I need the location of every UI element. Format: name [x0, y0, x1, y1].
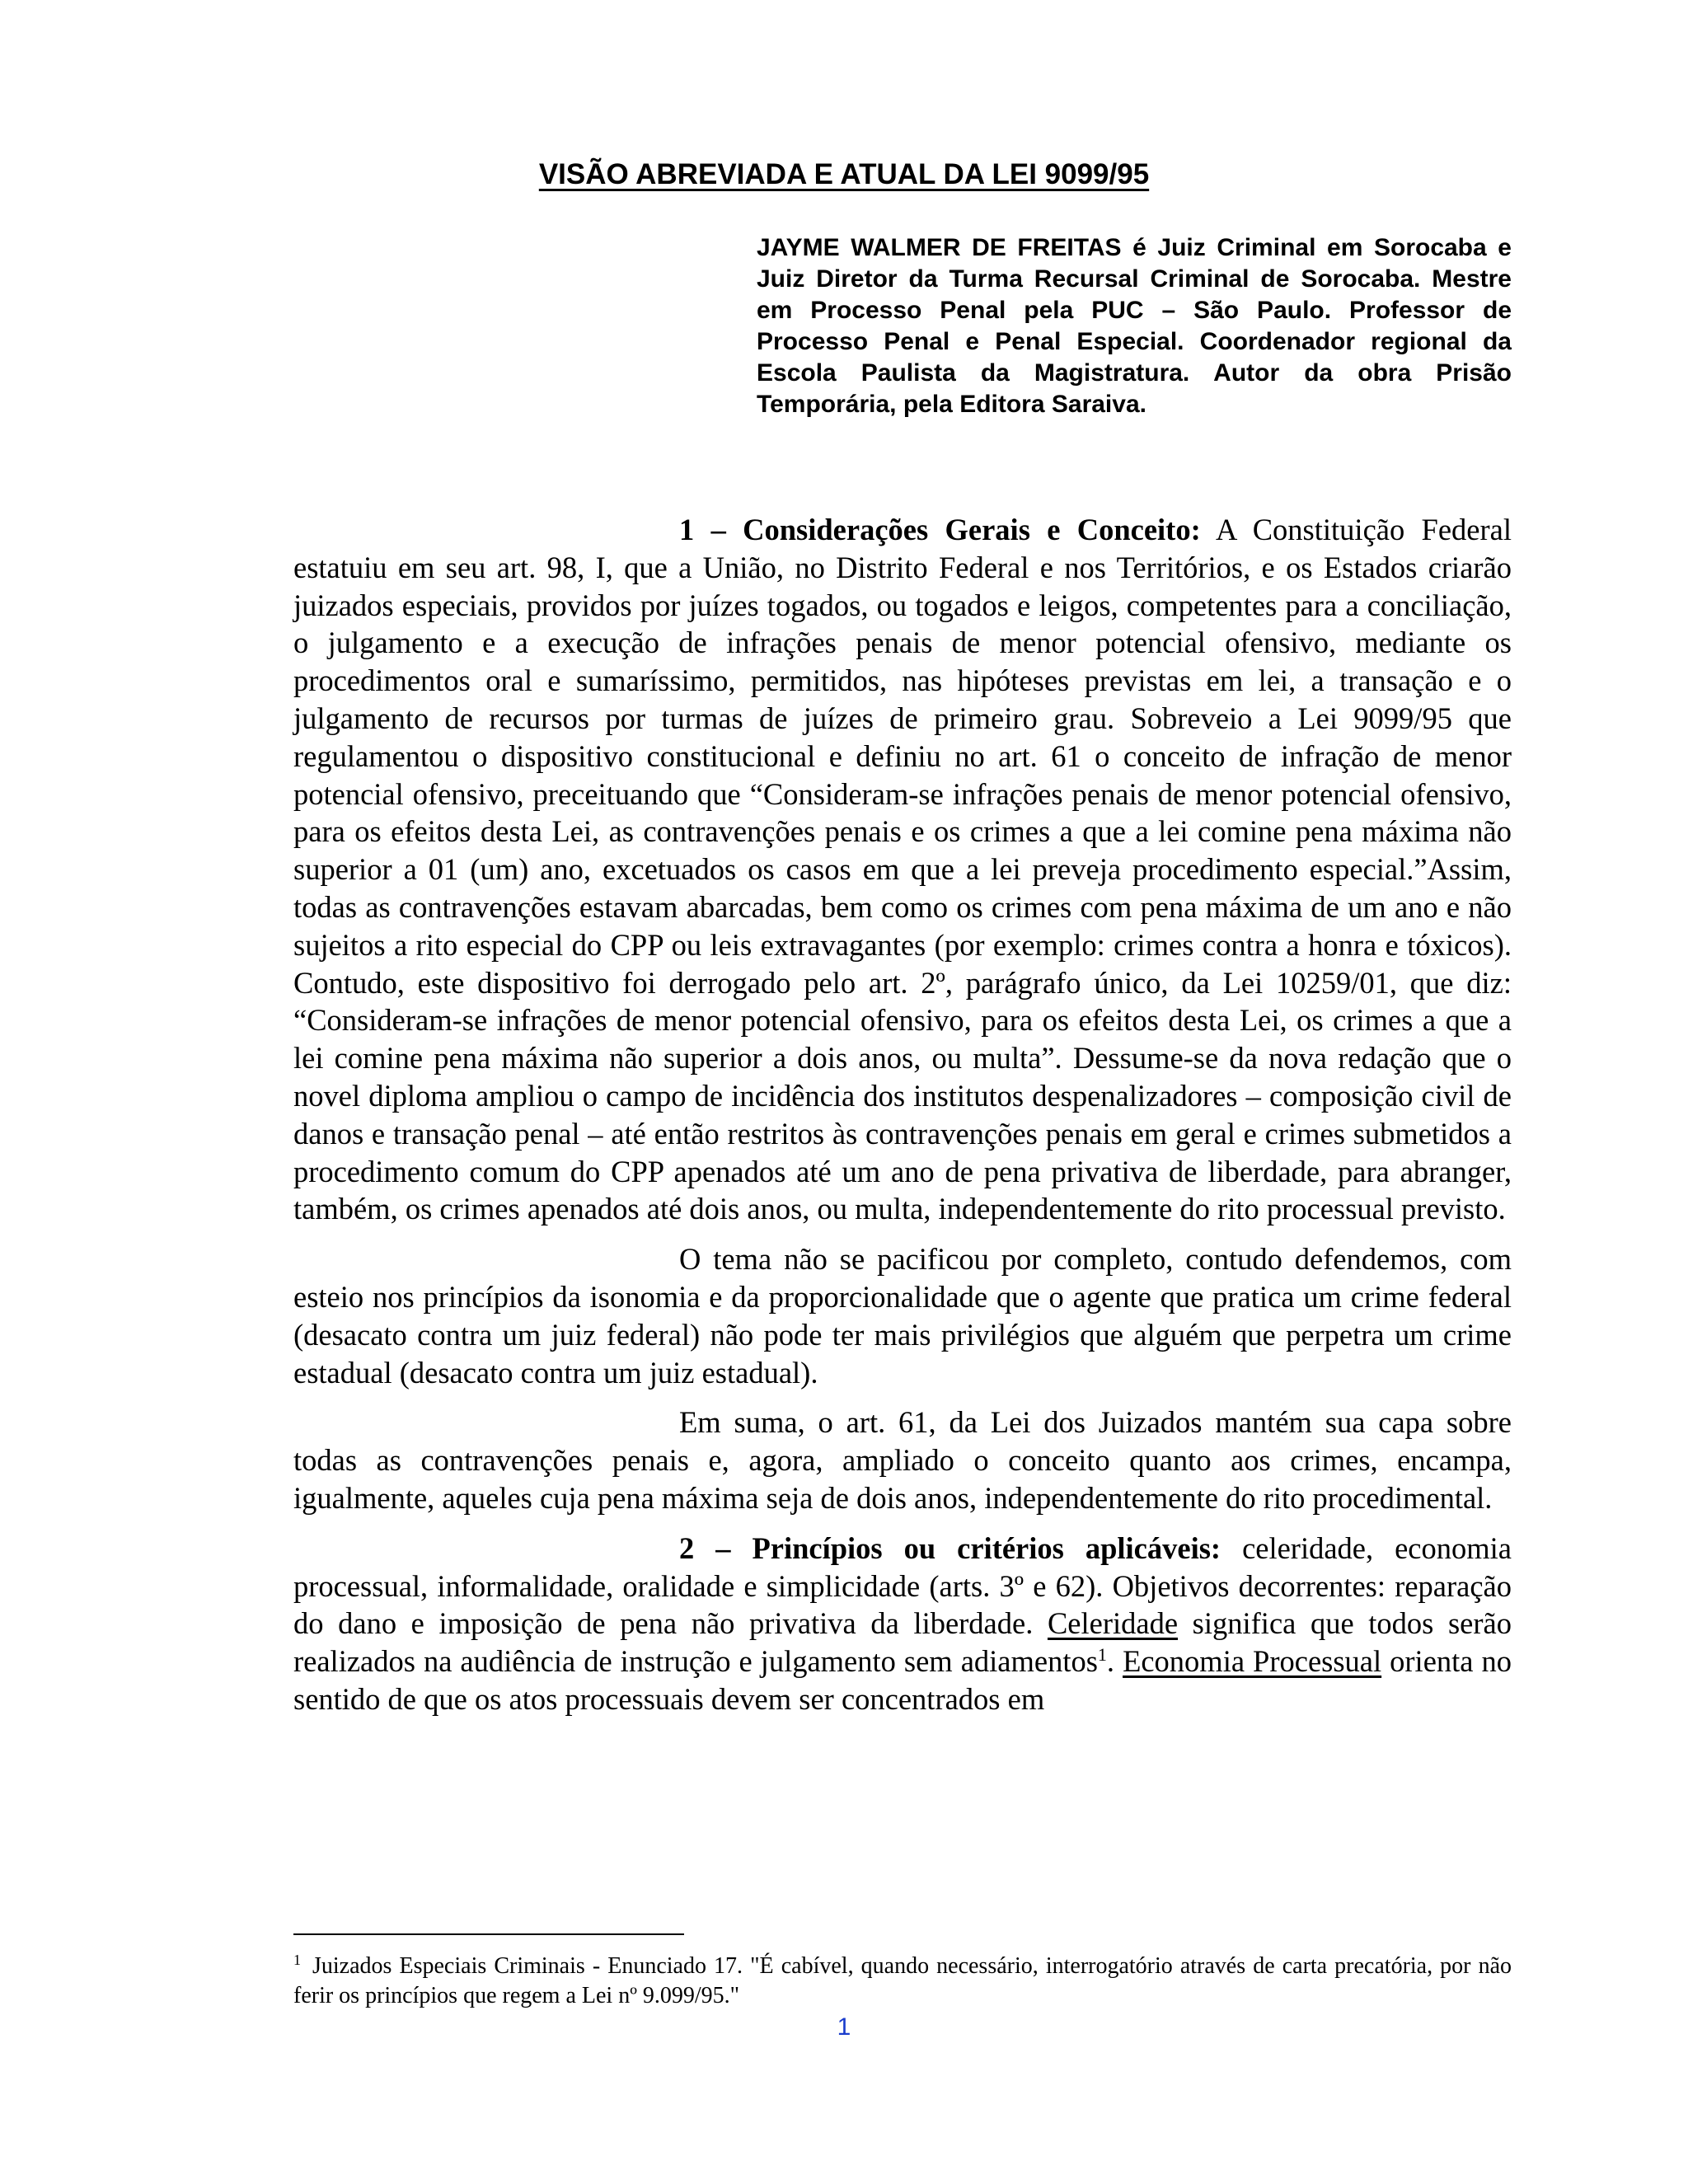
footnote	[293, 1952, 1512, 2011]
term-economia-processual: Economia Processual	[1123, 1644, 1382, 1679]
section-2-text-d: orienta no sentido de que os atos processuais devem ser concentrados em	[293, 1644, 1512, 1716]
section-1-paragraph-1	[293, 511, 1512, 1228]
section-1-paragraph-3: Em suma, o art. 61, da Lei dos Juizados mantém sua capa sobre todas as contravenções penais e, agora, ampliado o conceito quanto aos crimes, encampa, igualmente, aqueles cuja pena máxima seja de dois anos, independentemente do rito procedimental.	[293, 1405, 1512, 1515]
document-title	[0, 157, 1688, 193]
section-2-text-b: significa que todos serão realizados na audiência de instrução e julgamento sem adiamentos	[293, 1606, 1512, 1679]
author-note: JAYME WALMER DE FREITAS é Juiz Criminal em Sorocaba e Juiz Diretor da Turma Recursal Criminal de Sorocaba. Mestre em Processo Penal pela PUC – São Paulo. Professor de Processo Penal e Penal Especial. Coordenador regional da Escola Paulista da Magistratura. Autor da obra Prisão Temporária, pela Editora Saraiva.	[757, 234, 1512, 418]
body-text	[293, 511, 1512, 1731]
footnote-text: Juizados Especiais Criminais - Enunciado 17. "É cabível, quando necessário, interrogatório através de carta precatória, por não ferir os princípios que regem a Lei nº 9.099/95."	[293, 1953, 1512, 2008]
document-title-text: VISÃO ABREVIADA E ATUAL DA LEI 9099/95	[538, 158, 1150, 190]
section-1-paragraph-1-text: A Constituição Federal estatuiu em seu art. 98, I, que a União, no Distrito Federal e nos Territórios, e os Estados criarão juizados especiais, providos por juízes togados, ou togados e leigos, competentes para a conciliação, o julgamento e a execução de infrações penais de menor potencial ofensivo, mediante os procedimentos oral e sumaríssimo, permitidos, nas hipóteses previstas em lei, a transação e o julgamento de recursos por turmas de juízes de primeiro grau. Sobreveio a Lei 9099/95 que regulamentou o dispositivo constitucional e definiu no art. 61 o conceito de infração de menor potencial ofensivo, preceituando que “Consideram-se infrações penais de menor potencial ofensivo, para os efeitos desta Lei, as contravenções penais e os crimes a que a lei comine pena máxima não superior a 01 (um) ano, excetuados os casos em que a lei preveja procedimento especial.”Assim, todas as contravenções estavam abarcadas, bem como os crimes com pena máxima de um ano e não sujeitos a rito especial do CPP ou leis extravagantes (por exemplo: crimes contra a honra e tóxicos). Contudo, este dispositivo foi derrogado pelo art. 2º, parágrafo único, da Lei 10259/01, que diz: “Consideram-se infrações de menor potencial ofensivo, para os efeitos desta Lei, os crimes a que a lei comine pena máxima não superior a dois anos, ou multa”. Dessume-se da nova redação que o novel diploma ampliou o campo de incidência dos institutos despenalizadores – composição civil de danos e transação penal – até então restritos às contravenções penais em geral e crimes submetidos a procedimento comum do CPP apenados até um ano de pena privativa de liberdade, para abranger, também, os crimes apenados até dois anos, ou multa, independentemente do rito processual previsto.	[293, 513, 1512, 1226]
footnote-number: 1	[293, 1951, 301, 1968]
footnote-divider	[293, 1933, 684, 1935]
section-2-paragraph-1	[293, 1530, 1512, 1718]
term-celeridade: Celeridade	[1047, 1606, 1179, 1641]
section-1-paragraph-2: O tema não se pacificou por completo, contudo defendemos, com esteio nos princípios da isonomia e da proporcionalidade que o agente que pratica um crime federal (desacato contra um juiz federal) não pode ter mais privilégios que alguém que perpetra um crime estadual (desacato contra um juiz estadual).	[293, 1242, 1512, 1390]
footnote-reference[interactable]: 1	[1097, 1643, 1107, 1665]
section-2-text-a: celeridade, economia processual, informalidade, oralidade e simplicidade (arts. 3º e 62). Objetivos decorrentes: reparação do dano e imposição de pena não privativa da liberdade.	[293, 1530, 1512, 1641]
section-2-text-c: .	[1106, 1644, 1123, 1679]
section-1-heading: 1 – Considerações Gerais e Conceito:	[679, 513, 1201, 546]
page-number: 1	[837, 2013, 851, 2041]
section-2-heading: 2 – Princípios ou critérios aplicáveis:	[679, 1530, 1221, 1565]
